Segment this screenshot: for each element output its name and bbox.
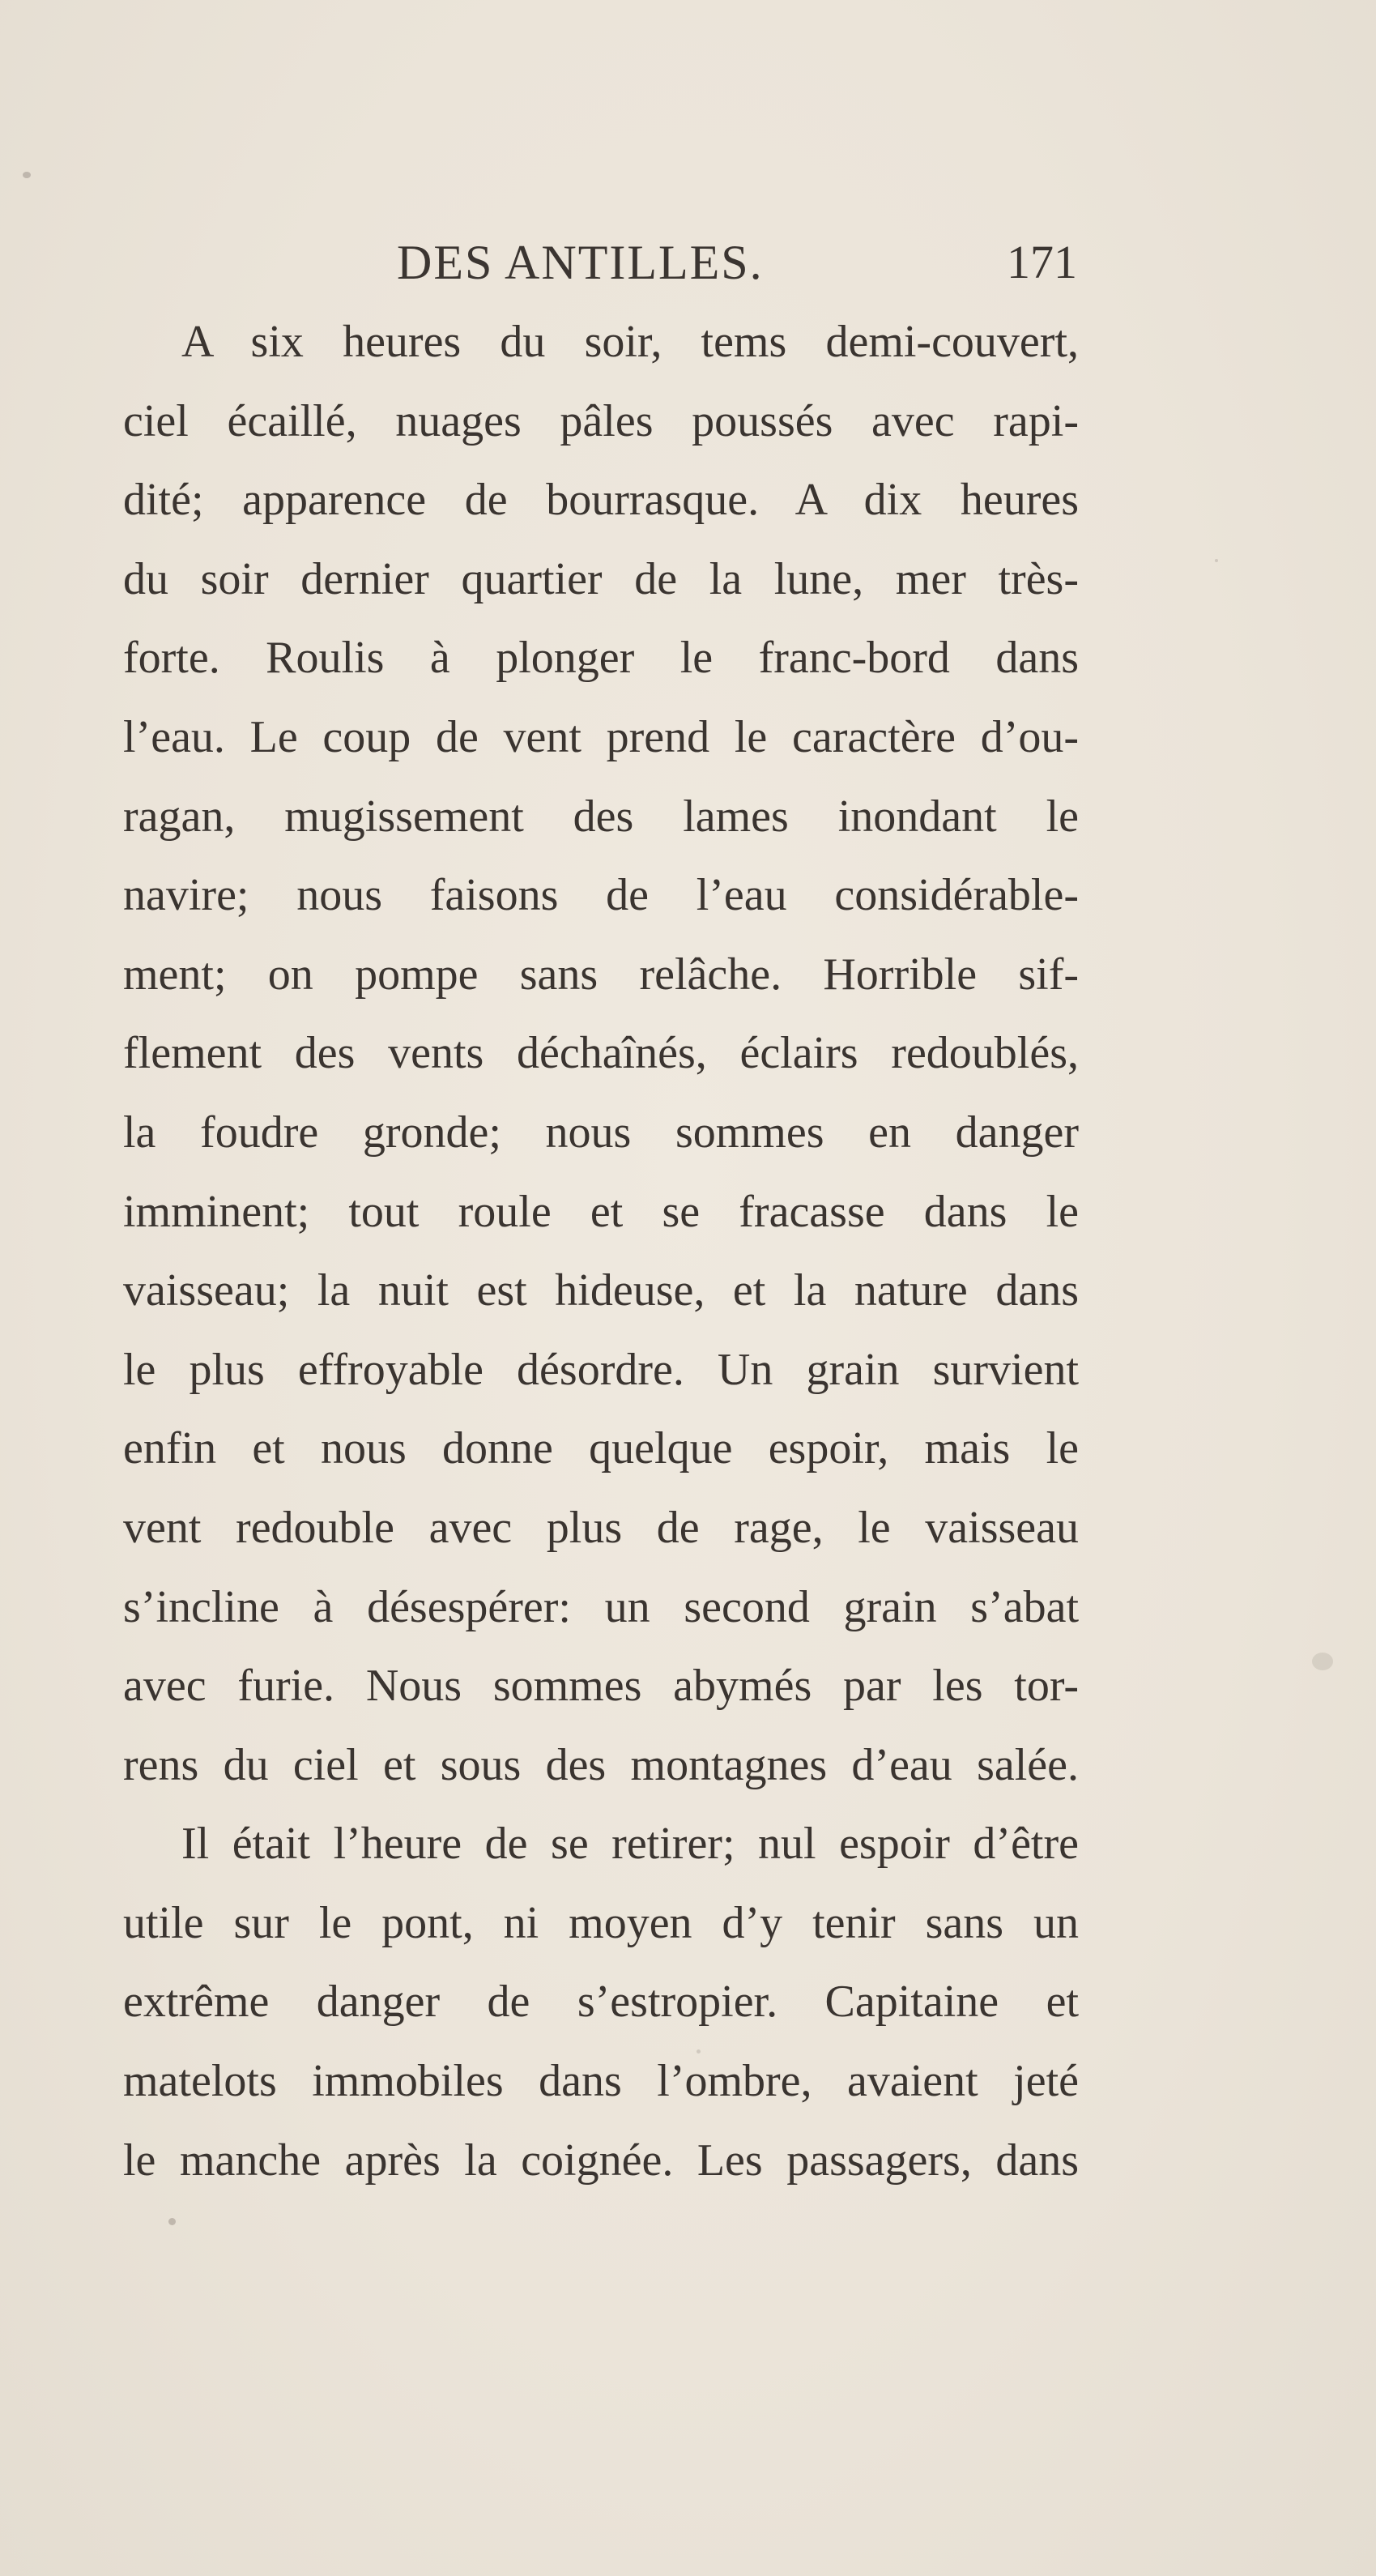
running-head — [121, 235, 1077, 300]
text-line: utile sur le pont, ni moyen d’y tenir sans un — [123, 1897, 1079, 1948]
body-text — [123, 303, 1079, 2200]
running-title: DES ANTILLES. — [397, 236, 764, 289]
text-line: dité; apparence de bourrasque. A dix heures — [123, 475, 1079, 526]
text-line: matelots immobiles dans l’ombre, avaient jeté — [123, 2056, 1079, 2107]
text-line: navire; nous faisons de l’eau considérable- — [123, 870, 1079, 921]
text-line: s’incline à désespérer: un second grain s’abat — [123, 1581, 1079, 1632]
text-line: enfin et nous donne quelque espoir, mais le — [123, 1423, 1079, 1474]
text-line: vent redouble avec plus de rage, le vaisseau — [123, 1502, 1079, 1553]
text-line: A six heures du soir, tems demi-couvert, — [181, 317, 1079, 367]
paper-speck — [23, 172, 31, 178]
paper-speck — [168, 2218, 176, 2225]
text-line: imminent; tout roule et se fracasse dans le — [123, 1186, 1079, 1237]
text-line: le manche après la coignée. Les passagers, dans — [123, 2135, 1079, 2186]
text-line: la foudre gronde; nous sommes en danger — [123, 1107, 1079, 1158]
text-line: vaisseau; la nuit est hideuse, et la nature dans — [123, 1265, 1079, 1316]
page-number: 171 — [1007, 236, 1077, 288]
text-line: Il était l’heure de se retirer; nul espoir d’être — [181, 1819, 1079, 1870]
text-line: flement des vents déchaînés, éclairs redoublés, — [123, 1028, 1079, 1079]
text-line: du soir dernier quartier de la lune, mer très- — [123, 553, 1079, 604]
paper-speck — [1215, 559, 1218, 562]
text-line: forte. Roulis à plonger le franc-bord dans — [123, 633, 1079, 684]
text-line: avec furie. Nous sommes abymés par les tor- — [123, 1661, 1079, 1712]
paper-speck — [1312, 1653, 1333, 1670]
text-line: l’eau. Le coup de vent prend le caractère d’ou- — [123, 711, 1079, 762]
paper-speck — [697, 2049, 701, 2054]
text-line: le plus effroyable désordre. Un grain survient — [123, 1344, 1079, 1395]
text-line: rens du ciel et sous des montagnes d’eau salée. — [123, 1739, 1079, 1790]
text-line: ment; on pompe sans relâche. Horrible sif- — [123, 949, 1079, 1000]
text-line: extrême danger de s’estropier. Capitaine et — [123, 1977, 1079, 2028]
text-line: ragan, mugissement des lames inondant le — [123, 791, 1079, 842]
text-line: ciel écaillé, nuages pâles poussés avec rapi- — [123, 395, 1079, 446]
